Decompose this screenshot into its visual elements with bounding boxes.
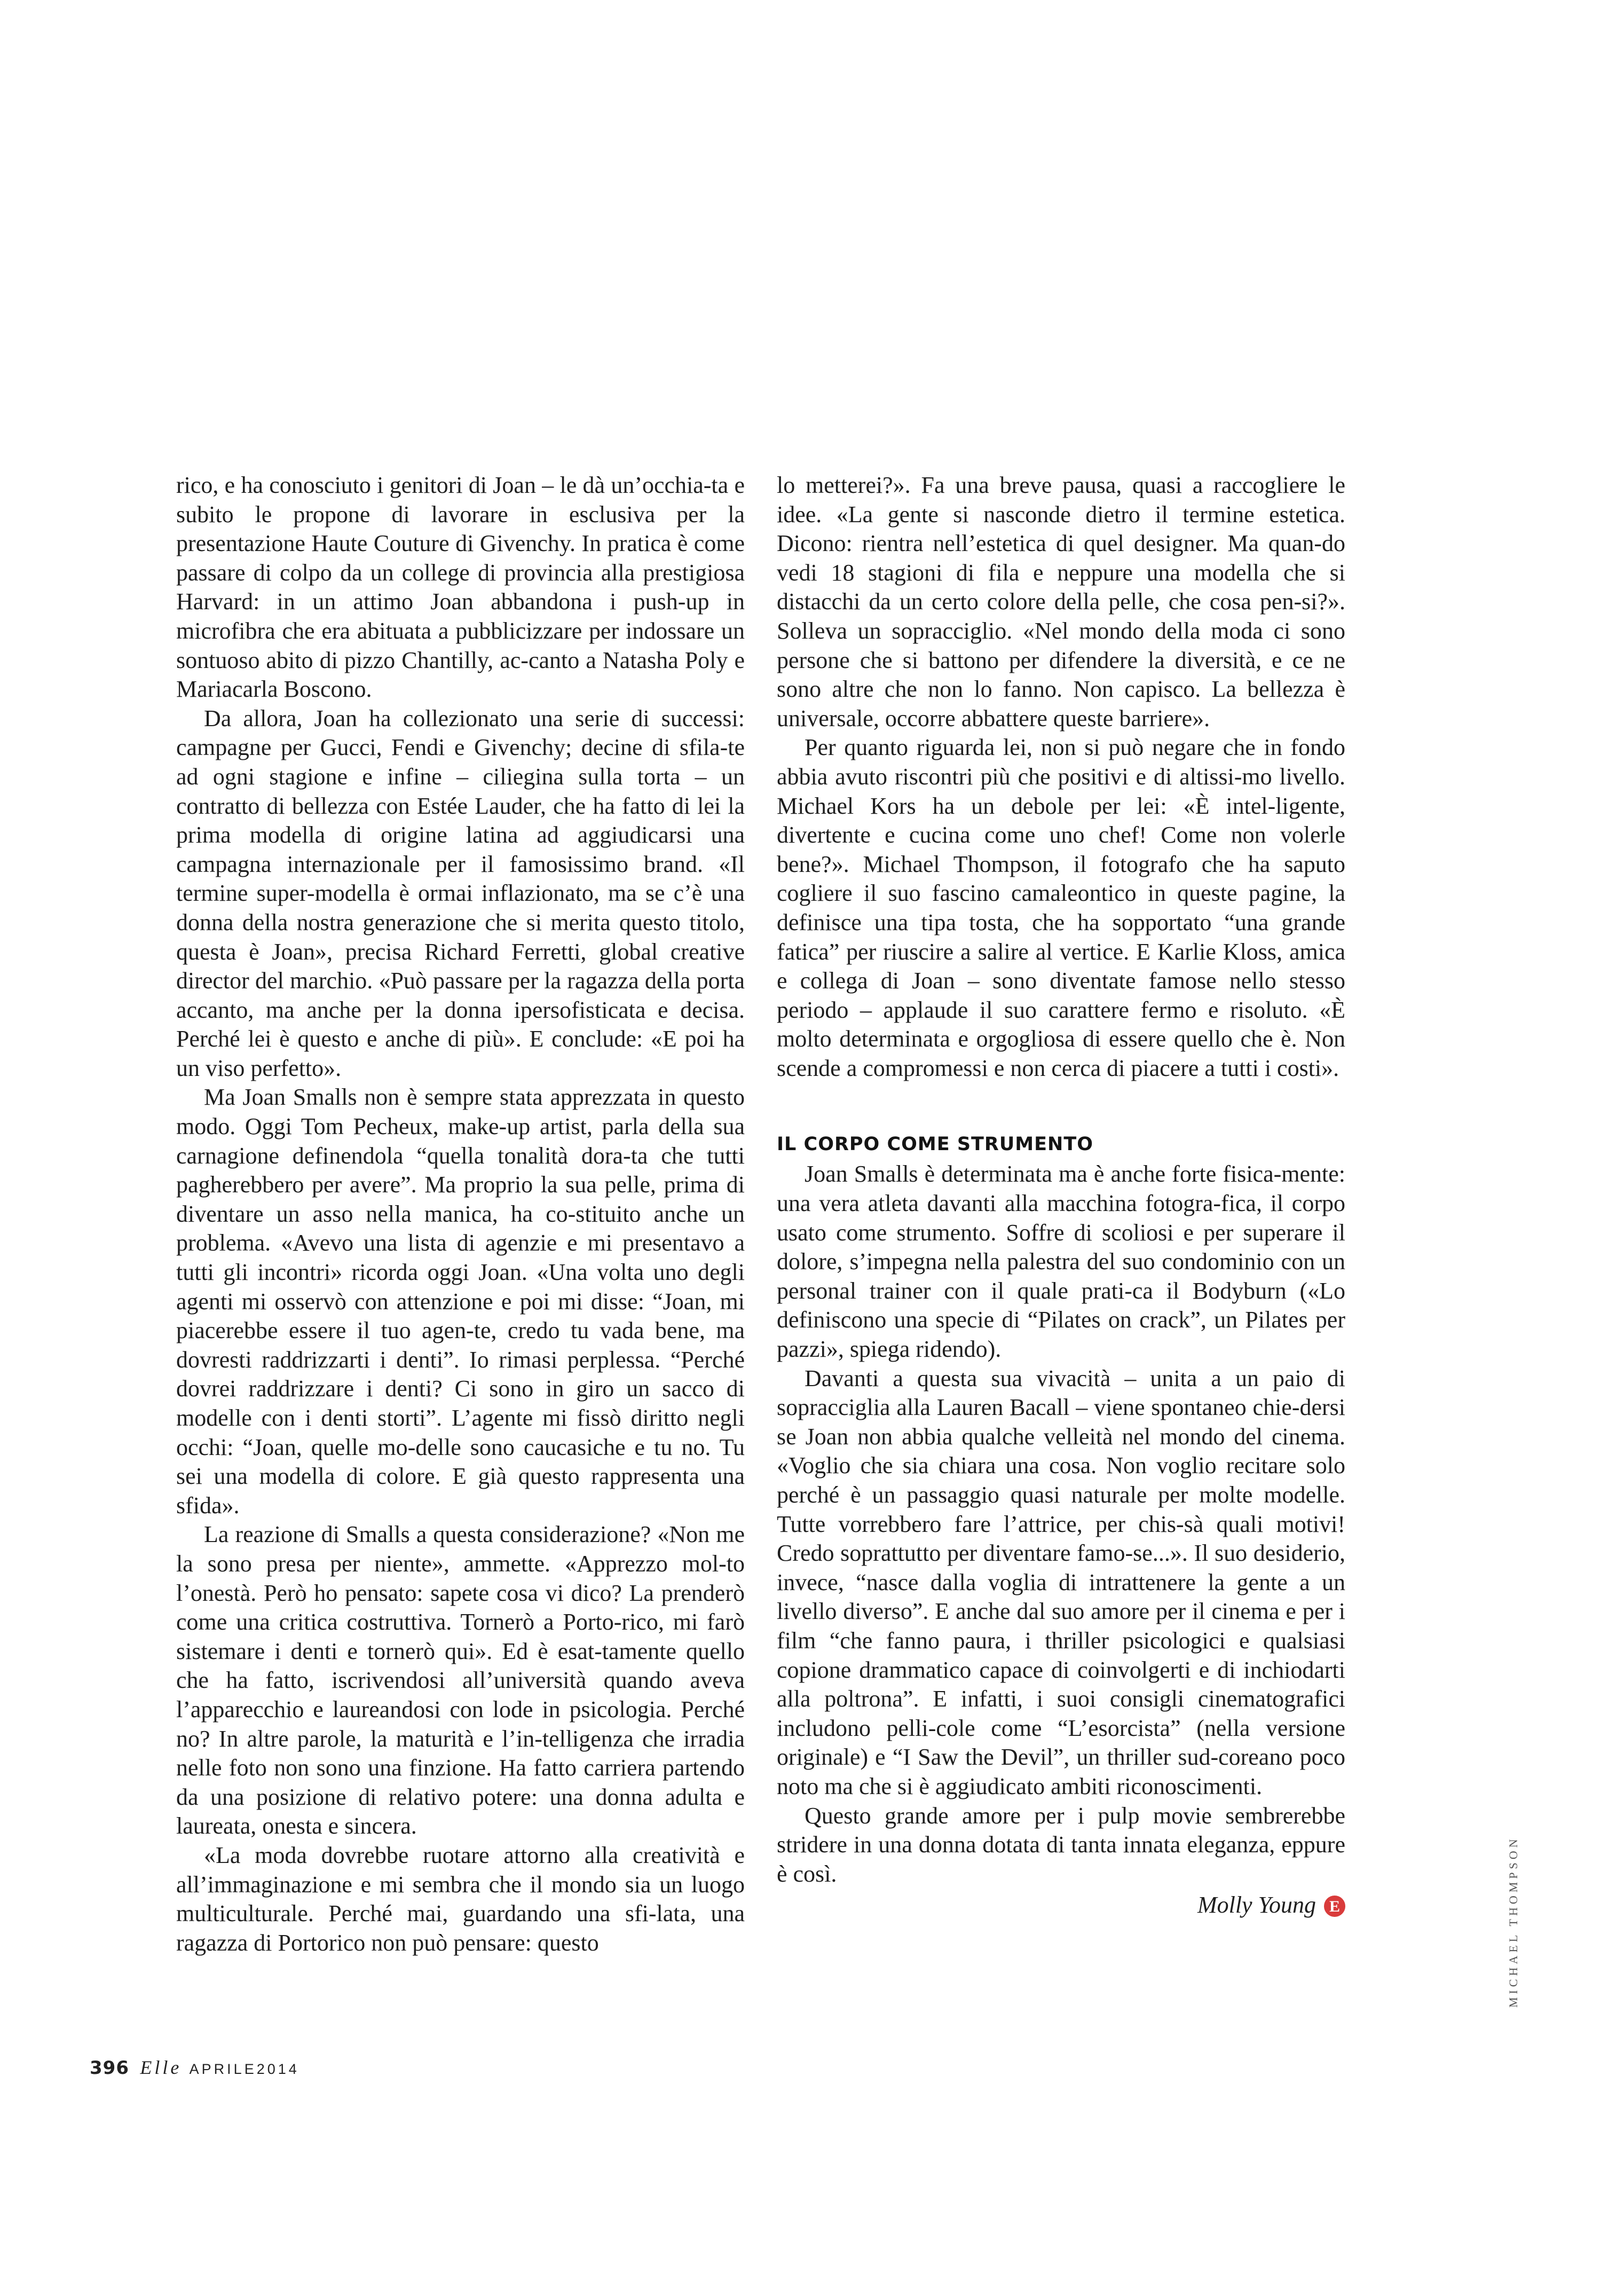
author-name: Molly Young [1197,1892,1316,1918]
photo-credit: MICHAEL THOMPSON [1507,1836,1520,2008]
body-paragraph: «La moda dovrebbe ruotare attorno alla creatività e all’immaginazione e mi sembra che il mondo sia un luogo multiculturale. Perché mai, guardando una sfi-lata, una ragazza di Portorico non può pensare: questo [176,1842,745,1956]
section-gap [777,1083,1345,1129]
right-column [777,471,1345,1920]
body-paragraph: lo metterei?». Fa una breve pausa, quasi a raccogliere le idee. «La gente si nasconde dietro il termine estetica. Dicono: rientra nell’estetica di quel designer. Ma quan-do vedi 18 stagioni di fila e neppure una modella che si distacchi da un certo colore della pelle, che cosa pen-si?». Solleva un sopracciglio. «Nel mondo della moda ci sono persone che si battono per difendere la diversità, e ce ne sono altre che non lo fanno. Non capisco. La bellezza è universale, occorre abbattere queste barriere». [777,472,1345,732]
page-number: 396 [90,2057,129,2079]
end-of-article-mark: E [1324,1896,1345,1917]
body-paragraph: Ma Joan Smalls non è sempre stata apprezzata in questo modo. Oggi Tom Pecheux, make-up artist, parla della sua carnagione definendola “quella tonalità dora-ta che tutti pagherebbero per avere”. Ma proprio la sua pelle, prima di diventare un asso nella manica, ha co-stituito anche un problema. «Avevo una lista di agenzie e mi presentavo a tutti gli incontri» ricorda oggi Joan. «Una volta uno degli agenti mi osservò con attenzione e poi mi disse: “Joan, mi piacerebbe essere il tuo agen-te, credo tu vada bene, ma dovresti raddrizzarti i denti”. Io rimasi perplessa. “Perché dovrei raddrizzare i denti? Ci sono in giro un sacco di modelle con i denti storti”. L’agente mi fissò diritto negli occhi: “Joan, quelle mo-delle sono caucasiche e tu no. Tu sei una modella di colore. E già questo rappresenta una sfida». [176,1084,745,1519]
body-paragraph: Da allora, Joan ha collezionato una serie di successi: campagne per Gucci, Fendi e Givenchy; decine di sfila-te ad ogni stagione e infine – ciliegina sulla torta – un contratto di bellezza con Estée Lauder, che ha fatto di lei la prima modella di origine latina ad aggiudicarsi una campagna internazionale per il famosissimo brand. «Il termine super-modella è ormai inflazionato, ma se c’è una donna della nostra generazione che si merita questo titolo, questa è Joan», precisa Richard Ferretti, global creative director del marchio. «Può passare per la ragazza della porta accanto, ma anche per la donna ipersofisticata e decisa. Perché lei è questo e anche di più». E conclude: «E poi ha un viso perfetto». [176,705,745,1081]
issue-date: APRILE2014 [189,2061,299,2077]
left-column [176,471,745,1957]
section-heading: IL CORPO COME STRUMENTO [777,1134,1093,1155]
page-footer [90,2057,299,2080]
body-paragraph: Per quanto riguarda lei, non si può negare che in fondo abbia avuto riscontri più che positivi e di altissi-mo livello. Michael Kors ha un debole per lei: «È intel-ligente, divertente e cucina come uno chef! Come non volerle bene?». Michael Thompson, il fotografo che ha saputo cogliere il suo fascino camaleontico in queste pagine, la definisce una tipa tosta, che ha sopportato “una grande fatica” per riuscire a salire al vertice. E Karlie Kloss, amica e collega di Joan – sono diventate famose nello stesso periodo – applaude il suo carattere fermo e risoluto. «È molto determinata e orgogliosa di essere quello che è. Non scende a compromessi e non cerca di piacere a tutti i costi». [777,734,1345,1081]
magazine-name: Elle [140,2057,182,2078]
body-paragraph: La reazione di Smalls a questa considerazione? «Non me la sono presa per niente», ammette. «Apprezzo mol-to l’onestà. Però ho pensato: sapete cosa vi dico? La prenderò come una critica costruttiva. Tornerò a Porto-rico, mi farò sistemare i denti e tornerò qui». Ed è esat-tamente quello che ha fatto, iscrivendosi all’università quando aveva l’apparecchio e laureandosi con lode in psicologia. Perché no? In altre parole, la maturità e l’in-telligenza che irradia nelle foto non sono una finzione. Ha fatto carriera partendo da una posizione di relativo potere: una donna adulta e laureata, onesta e sincera. [176,1521,745,1839]
body-paragraph: rico, e ha conosciuto i genitori di Joan – le dà un’occhia-ta e subito le propone di lavorare in esclusiva per la presentazione Haute Couture di Givenchy. In pratica è come passare di colpo da un college di provincia alla prestigiosa Harvard: in un attimo Joan abbandona i push-up in microfibra che era abituata a pubblicizzare per indossare un sontuoso abito di pizzo Chantilly, ac-canto a Natasha Poly e Mariacarla Boscono. [176,472,745,703]
author-byline [777,1891,1345,1920]
body-paragraph: Joan Smalls è determinata ma è anche forte fisica-mente: una vera atleta davanti alla macchina fotogra-fica, il corpo usato come strumento. Soffre di scoliosi e per superare il dolore, s’impegna nella palestra del suo condominio con un personal trainer con il quale prati-ca il Bodyburn («Lo definiscono una specie di “Pilates on crack”, un Pilates per pazzi», spiega ridendo). [777,1161,1345,1363]
body-paragraph: Davanti a questa sua vivacità – unita a un paio di sopracciglia alla Lauren Bacall – viene spontaneo chie-dersi se Joan non abbia qualche velleità nel mondo del cinema. «Voglio che sia chiara una cosa. Non voglio recitare solo perché è un passaggio quasi naturale per molte modelle. Tutte vorrebbero fare l’attrice, per chis-sà quali motivi! Credo soprattutto per diventare famo-se...». Il suo desiderio, invece, “nasce dalla voglia di intrattenere la gente a un livello diverso”. E anche dal suo amore per il cinema e per i film “che fanno paura, i thriller psicologici e qualsiasi copione drammatico capace di coinvolgerti e di inchiodarti alla poltrona”. E infatti, i suoi consigli cinematografici includono pelli-cole come “L’esorcista” (nella versione originale) e “I Saw the Devil”, un thriller sud-coreano poco noto ma che si è aggiudicato ambiti riconoscimenti. [777,1365,1345,1799]
body-paragraph: Questo grande amore per i pulp movie sembrerebbe stridere in una donna dotata di tanta innata eleganza, eppure è così. [777,1802,1345,1887]
